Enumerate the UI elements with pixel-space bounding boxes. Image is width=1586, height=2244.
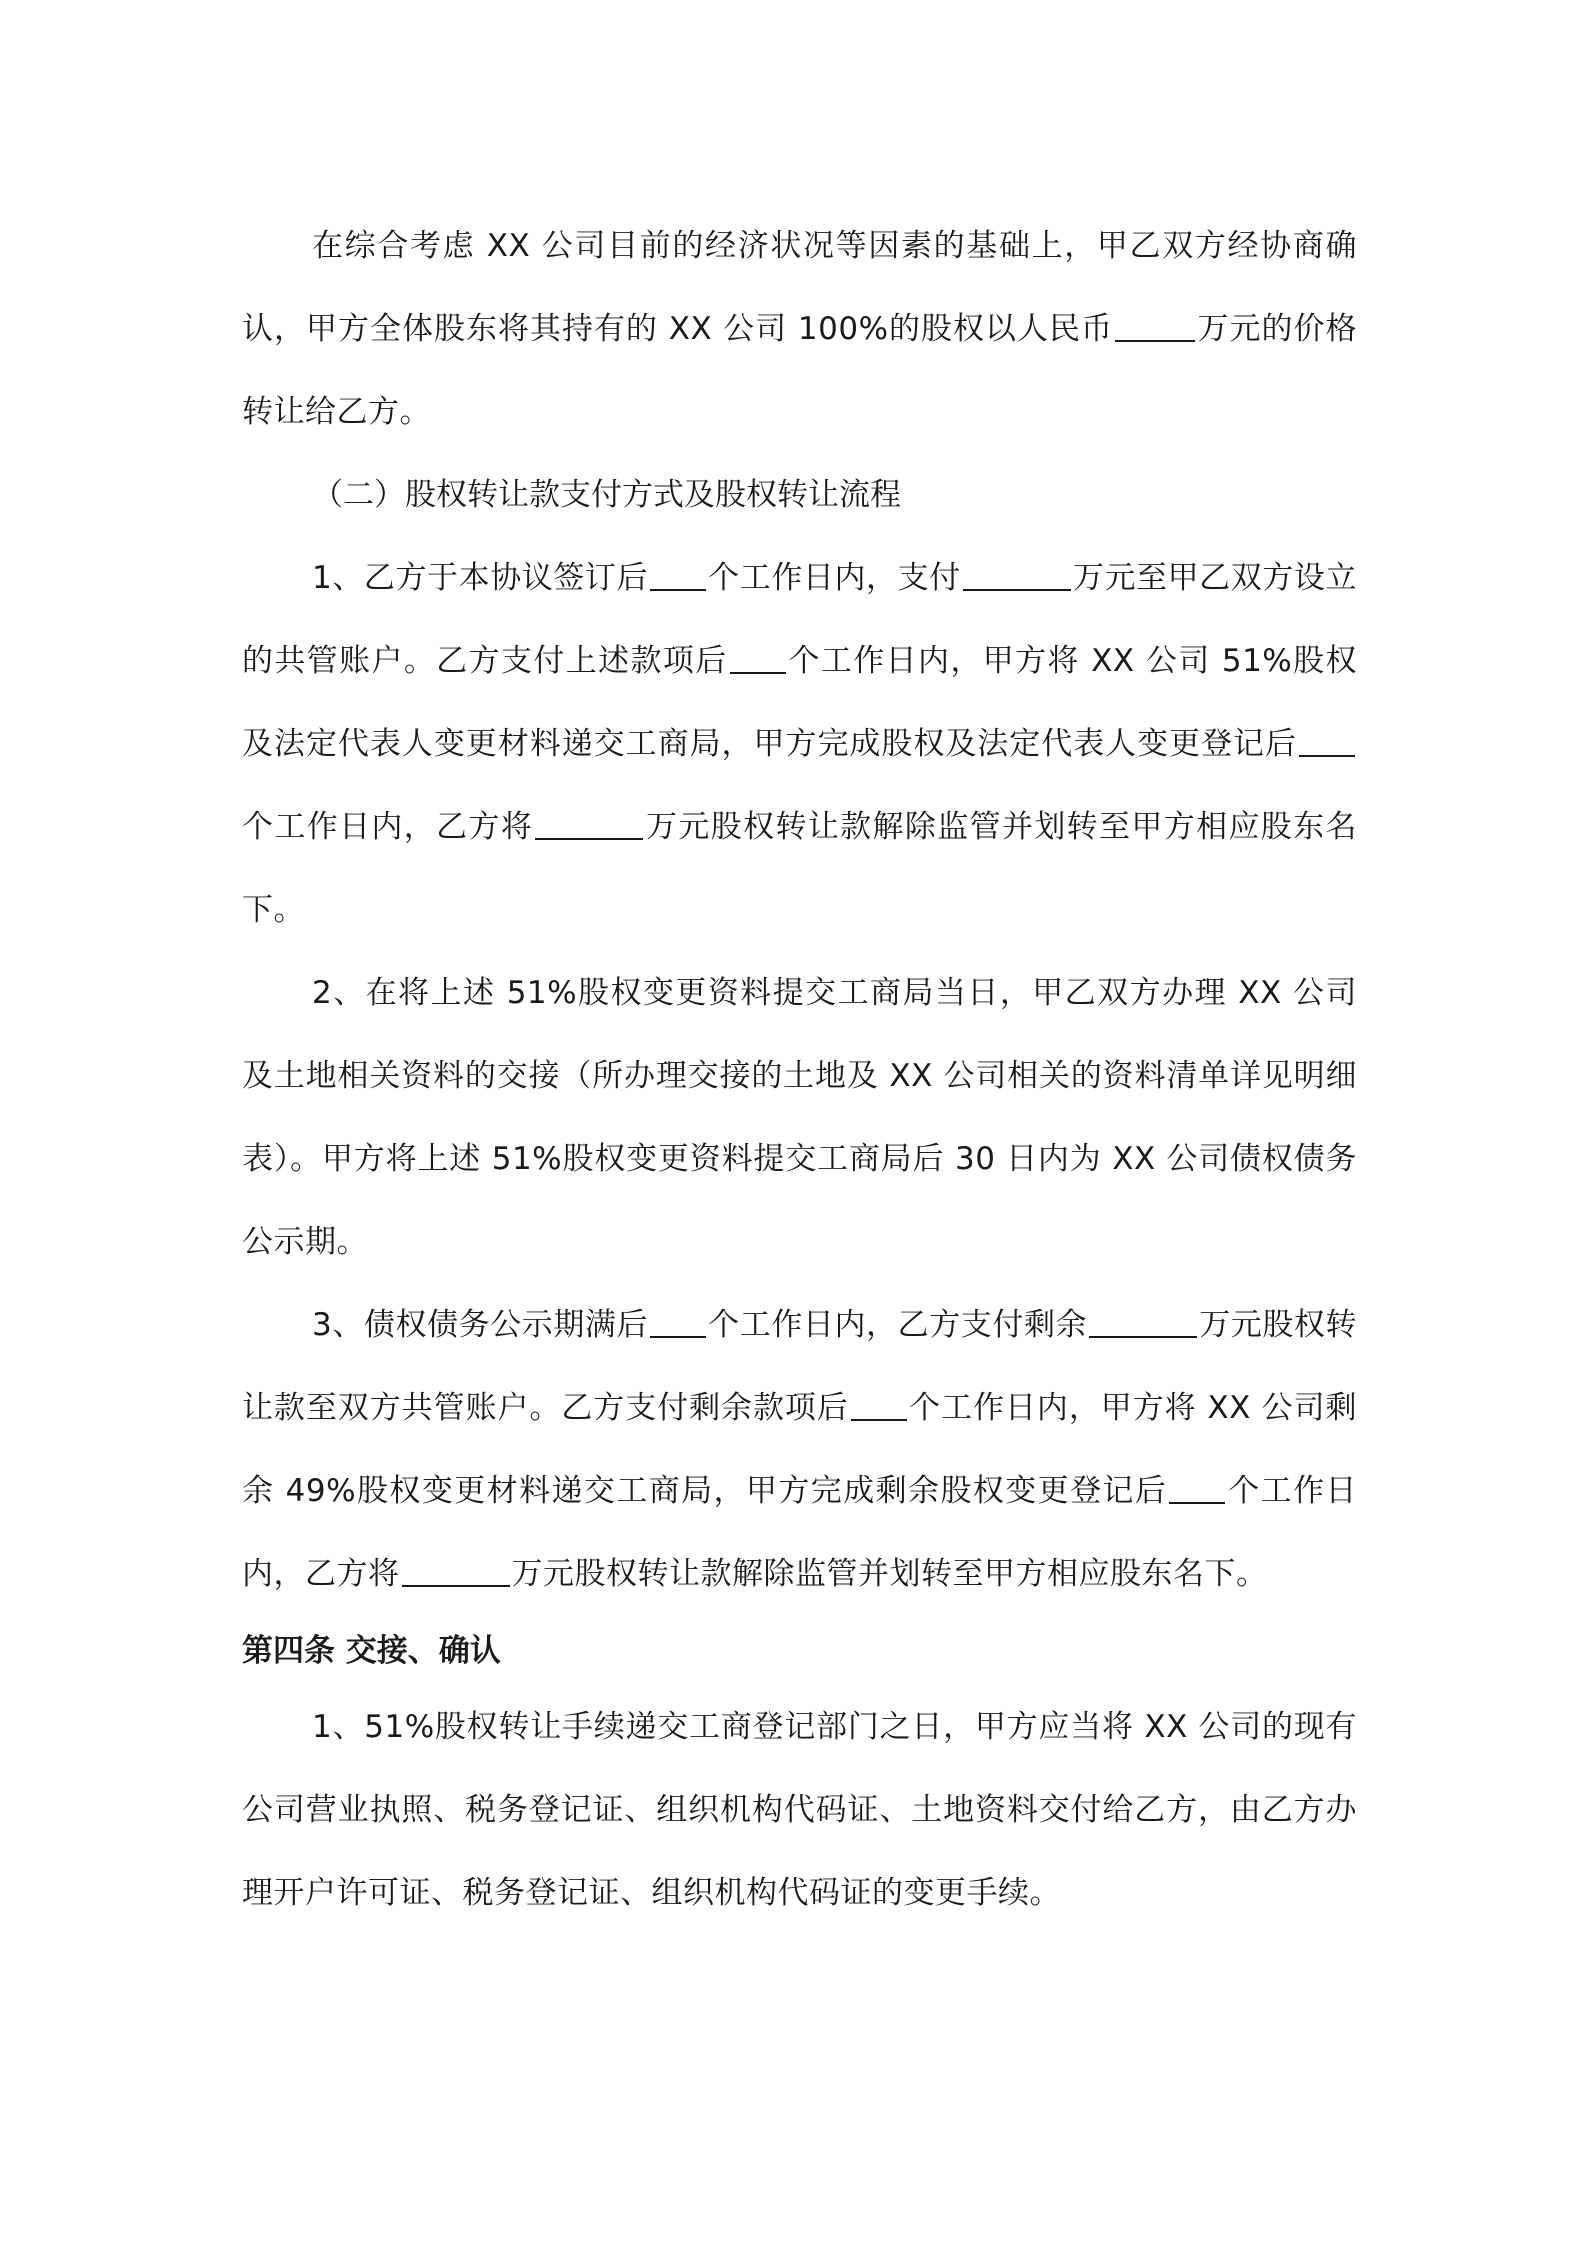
section-heading-4: 第四条 交接、确认 <box>242 1633 501 1669</box>
paragraph-text: 万元的价格转让给乙方。 <box>242 311 1357 430</box>
paragraph-text: 个工作日内，乙方将 <box>242 1473 1357 1592</box>
paragraph-text: 个工作日内，乙方将 <box>242 809 534 845</box>
sub-heading-payment: （二）股权转让款支付方式及股权转让流程 <box>312 477 901 513</box>
blank-amount <box>1089 1305 1197 1338</box>
blank-amount <box>963 558 1071 591</box>
paragraph-item-3 <box>242 1284 1357 1616</box>
paragraph-text: 3、债权债务公示期满后 <box>312 1307 649 1343</box>
paragraph-text: 个工作日内，甲方将 XX 公司剩余 49%股权变更材料递交工商局，甲方完成剩余股权变更登记后 <box>242 1390 1358 1509</box>
blank-days <box>730 641 786 674</box>
blank-days <box>650 1305 706 1338</box>
blank-amount <box>1115 309 1195 342</box>
paragraph-item-2: 2、在将上述 51%股权变更资料提交工商局当日，甲乙双方办理 XX 公司及土地相关资料的交接（所办理交接的土地及 XX 公司相关的资料清单详见明细表）。甲方将上述 51%股权变更资料提交工商局后 30 日内为 XX 公司债权债务公示期。 <box>242 975 1357 1260</box>
document-body <box>242 205 1357 1935</box>
blank-days <box>1169 1471 1225 1504</box>
paragraph-price <box>242 205 1357 454</box>
paragraph-text: 万元股权转让款解除监管并划转至甲方相应股东名下。 <box>511 1556 1268 1592</box>
blank-amount <box>402 1554 510 1587</box>
paragraph-text: 个工作日内，乙方支付剩余 <box>708 1307 1088 1343</box>
paragraph-text: 万元股权转让款至双方共管账户。乙方支付剩余款项后 <box>242 1307 1357 1426</box>
paragraph-text: 万元至甲乙双方设立的共管账户。乙方支付上述款项后 <box>242 560 1357 679</box>
blank-days <box>650 558 706 591</box>
paragraph-text: 个工作日内，支付 <box>708 560 961 596</box>
blank-days <box>851 1388 907 1421</box>
paragraph-text: 1、乙方于本协议签订后 <box>312 560 649 596</box>
paragraph-text: 个工作日内，甲方将 XX 公司 51%股权及法定代表人变更材料递交工商局，甲方完成股权及法定代表人变更登记后 <box>242 643 1358 762</box>
paragraph-item-1 <box>242 537 1357 952</box>
paragraph-text: 万元股权转让款解除监管并划转至甲方相应股东名下。 <box>242 809 1358 928</box>
blank-amount <box>535 807 643 840</box>
paragraph-section-4-item-1: 1、51%股权转让手续递交工商登记部门之日，甲方应当将 XX 公司的现有公司营业执照、税务登记证、组织机构代码证、土地资料交付给乙方，由乙方办理开户许可证、税务登记证、组织机构代码证的变更手续。 <box>242 1709 1357 1911</box>
blank-days <box>1299 724 1355 757</box>
paragraph-text: 在综合考虑 XX 公司目前的经济状况等因素的基础上，甲乙双方经协商确认，甲方全体股东将其持有的 XX 公司 100%的股权以人民币 <box>242 228 1357 347</box>
